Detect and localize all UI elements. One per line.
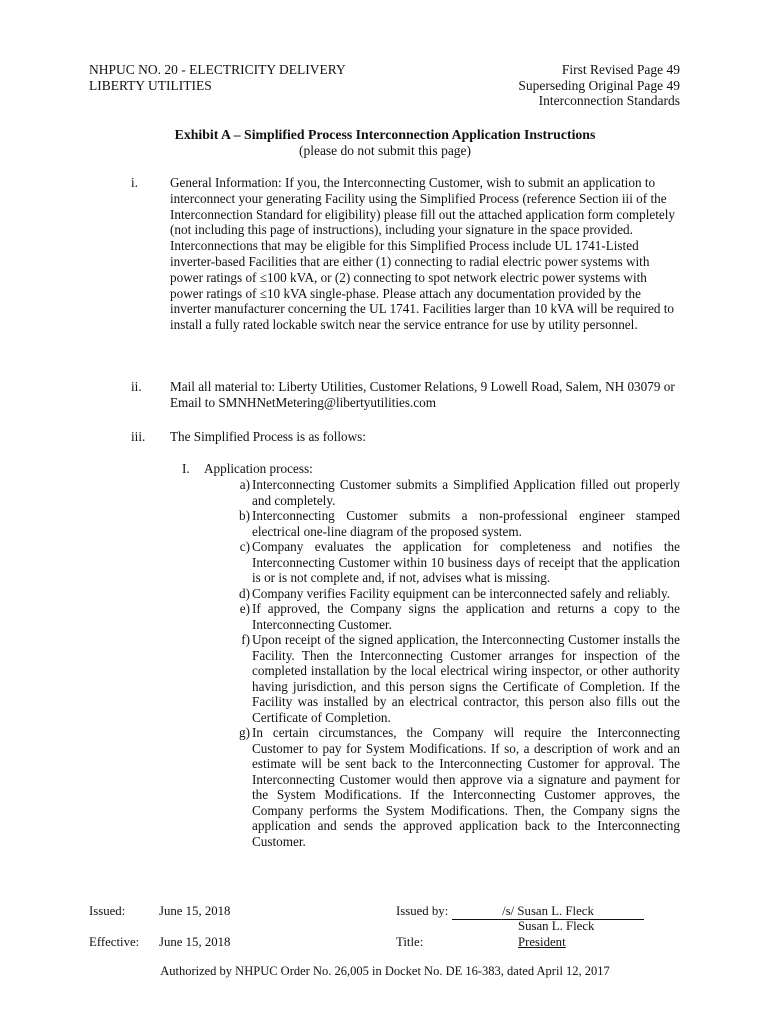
item-number: i. <box>131 175 138 190</box>
effective-label: Effective: <box>89 935 140 949</box>
step-text: If approved, the Company signs the application and returns a copy to the Interconnecting Customer. <box>252 601 680 632</box>
header-left <box>89 62 346 94</box>
step-text: Interconnecting Customer submits a Simplified Application filled out properly and completely. <box>252 477 680 508</box>
step-marker: a) <box>239 477 250 492</box>
issued-date: June 15, 2018 <box>159 904 231 918</box>
item-general-information <box>89 175 689 365</box>
title-block <box>0 127 770 159</box>
issued-label: Issued: <box>89 904 126 918</box>
step-text: Interconnecting Customer submits a non-professional engineer stamped electrical one-line diagram of the proposed system. <box>252 508 680 539</box>
step-text: Company evaluates the application for completeness and notifies the Interconnecting Customer within 10 business days of receipt that the application is or is not complete and, if not, advises what is missing. <box>252 539 680 585</box>
list-item <box>222 539 680 586</box>
item-simplified-process <box>89 429 689 447</box>
signer-title: President <box>518 935 566 949</box>
item-text: Mail all material to: Liberty Utilities, Customer Relations, 9 Lowell Road, Salem, NH 03079 or Email to SMNHNetMetering@libertyutilities.com <box>170 379 675 410</box>
list-item <box>222 586 680 602</box>
header-right <box>518 62 680 109</box>
step-text: Upon receipt of the signed application, the Interconnecting Customer installs the Facility. Then the Interconnecting Customer arranges for inspection of the completed installation by the local electrical wiring inspector, or other authority having jurisdiction, and this person signs the Certificate of Completion. If the Facility was installed by an electrical contractor, this person also fills out the Certificate of Completion. <box>252 632 680 725</box>
signature: /s/ Susan L. Fleck <box>452 903 644 920</box>
list-item <box>222 477 680 508</box>
title-label: Title: <box>396 935 424 949</box>
step-text: Company verifies Facility equipment can be interconnected safely and reliably. <box>252 585 671 601</box>
subsection-text: Application process: <box>204 461 313 476</box>
process-steps-list <box>222 477 680 849</box>
page-subtitle: (please do not submit this page) <box>298 143 472 158</box>
item-number: ii. <box>131 379 142 394</box>
list-item <box>222 725 680 849</box>
step-marker: c) <box>239 539 250 554</box>
signer-name: Susan L. Fleck <box>518 919 595 933</box>
list-item <box>222 601 680 632</box>
item-text: General Information: If you, the Interconnecting Customer, wish to submit an application to interconnect your generating Facility using the Simplified Process (reference Section iii of the Interconnection Standard for eligibility) please fill out the attached application form completely (not including this page of instructions), including your signature in the space provided. Interconnections that may be eligible for this Simplified Process include UL 1741-Listed inverter-based Facilities that are either (1) connecting to radial electric power systems with power ratings of ≤100 kVA, or (2) connecting to spot network electric power systems with power ratings of ≤10 kVA single-phase. Please attach any documentation provided by the inverter manufacturer concerning the UL 1741. Facilities larger than 10 kVA will be required to install a fully rated lockable switch near the service entrance for use by utility personnel. <box>170 175 675 333</box>
page-title: Exhibit A – Simplified Process Interconnection Application Instructions <box>174 127 596 142</box>
issued-by-label: Issued by: <box>396 904 449 918</box>
effective-date: June 15, 2018 <box>159 935 231 949</box>
subsection-number: I. <box>182 461 190 476</box>
list-item <box>222 632 680 725</box>
authorization-note: Authorized by NHPUC Order No. 26,005 in Docket No. DE 16-383, dated April 12, 2017 <box>160 964 610 978</box>
item-number: iii. <box>131 429 146 444</box>
step-marker: g) <box>239 725 250 740</box>
step-marker: f) <box>241 632 250 647</box>
tariff-number: NHPUC NO. 20 - ELECTRICITY DELIVERY <box>89 62 346 77</box>
item-text: The Simplified Process is as follows: <box>170 429 366 444</box>
section-name: Interconnection Standards <box>538 93 680 108</box>
superseding-page: Superseding Original Page 49 <box>518 77 680 93</box>
page-revision: First Revised Page 49 <box>561 62 680 77</box>
list-item <box>222 508 680 539</box>
step-marker: e) <box>239 601 250 616</box>
step-text: In certain circumstances, the Company will require the Interconnecting Customer to pay for System Modifications. If so, a description of work and an estimate will be sent back to the Interconnecting Customer for approval. The Interconnecting Customer would then approve via a signature and payment for the System Modifications. If the Interconnecting Customer approves, the Company performs the System Modifications. Then, the Company signs the application and sends the approved application back to the Interconnecting Customer. <box>252 725 680 849</box>
step-marker: b) <box>239 508 250 523</box>
company-name: LIBERTY UTILITIES <box>89 78 212 93</box>
item-mail-instructions <box>89 379 689 413</box>
step-marker: d) <box>239 585 250 601</box>
